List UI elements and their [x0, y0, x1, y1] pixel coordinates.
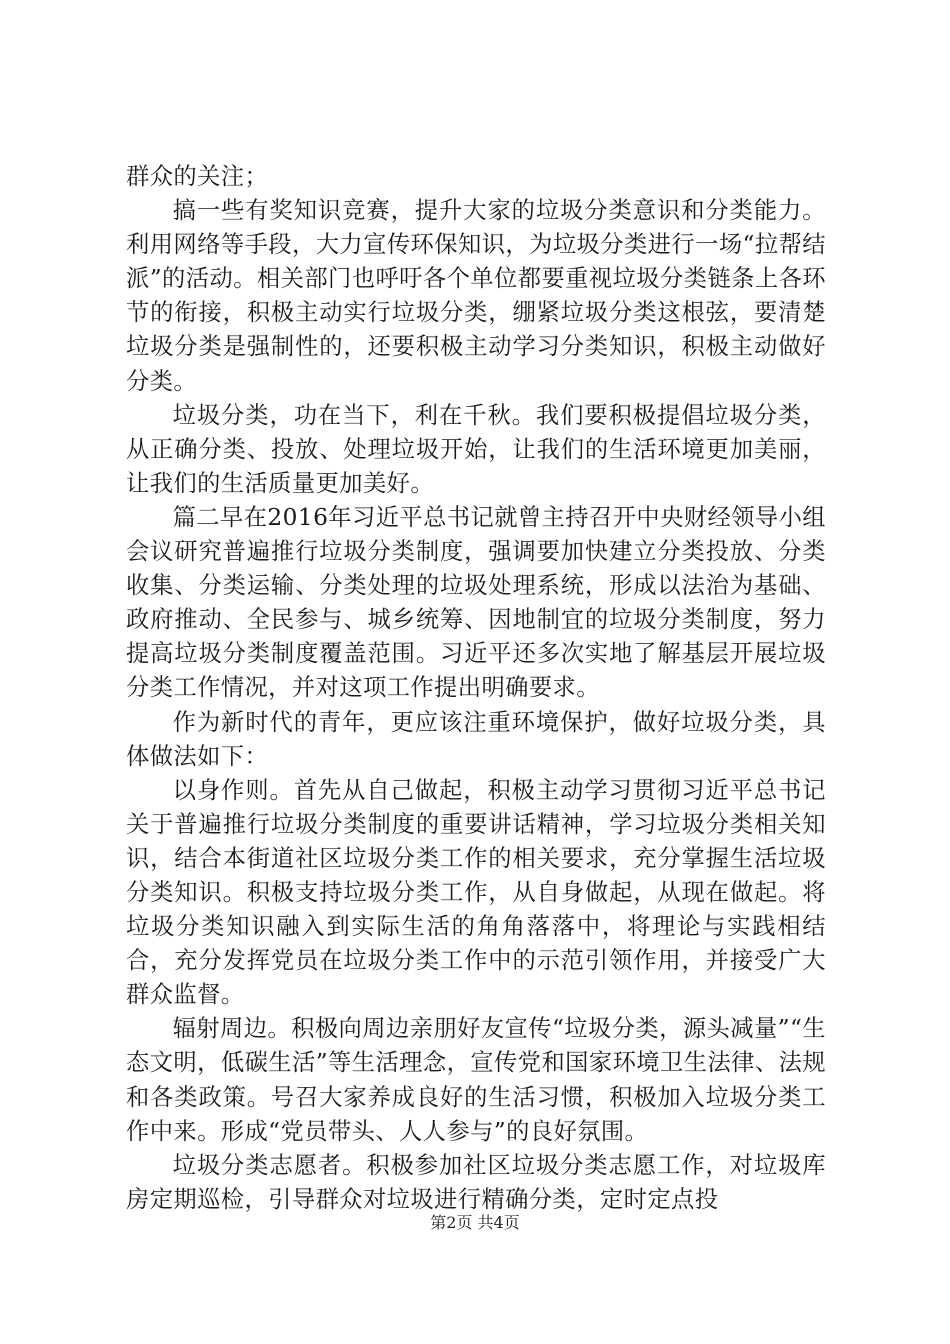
paragraph-quiz: 搞一些有奖知识竞赛，提升大家的垃圾分类意识和分类能力。利用网络等手段，大力宣传环保知识，为垃圾分类进行一场“拉帮结派”的活动。相关部门也呼吁各个单位都要重视垃圾分类链条上各环节的衔接，积极主动实行垃圾分类，绷紧垃圾分类这根弦，要清楚垃圾分类是强制性的，还要积极主动学习分类知识，积极主动做好分类。	[126, 197, 826, 395]
paragraph-youth: 作为新时代的青年，更应该注重环境保护，做好垃圾分类，具体做法如下：	[126, 708, 826, 770]
paragraph-radiate: 辐射周边。积极向周边亲朋好友宣传“垃圾分类，源头减量”“生态文明，低碳生活”等生活理念，宣传党和国家环境卫生法律、法规和各类政策。号召大家养成良好的生活习惯，积极加入垃圾分类工作中来。形成“党员带头、人人参与”的良好氛围。	[126, 1015, 826, 1145]
document-body	[126, 160, 826, 1217]
page-number: 第2页 共4页	[430, 1213, 520, 1232]
paragraph-continuation: 群众的关注；	[126, 163, 269, 190]
paragraph-lead-by-example: 以身作则。首先从自己做起，积极主动学习贯彻习近平总书记关于普遍推行垃圾分类制度的重要讲话精神，学习垃圾分类相关知识，结合本街道社区垃圾分类工作的相关要求，充分掌握生活垃圾分类知识。积极支持垃圾分类工作，从自身做起，从现在做起。将垃圾分类知识融入到实际生活的角角落落中，将理论与实践相结合，充分发挥党员在垃圾分类工作中的示范引领作用，并接受广大群众监督。	[126, 776, 826, 1009]
paragraph-volunteer: 垃圾分类志愿者。积极参加社区垃圾分类志愿工作，对垃圾库房定期巡检，引导群众对垃圾进行精确分类，定时定点投	[126, 1151, 826, 1213]
paragraph-benefit: 垃圾分类，功在当下，利在千秋。我们要积极提倡垃圾分类，从正确分类、投放、处理垃圾开始，让我们的生活环境更加美丽，让我们的生活质量更加美好。	[126, 401, 826, 497]
paragraph-part-two: 篇二早在2016年习近平总书记就曾主持召开中央财经领导小组会议研究普遍推行垃圾分类制度，强调要加快建立分类投放、分类收集、分类运输、分类处理的垃圾处理系统，形成以法治为基础、政府推动、全民参与、城乡统筹、因地制宜的垃圾分类制度，努力提高垃圾分类制度覆盖范围。习近平还多次实地了解基层开展垃圾分类工作情况，并对这项工作提出明确要求。	[126, 503, 826, 702]
